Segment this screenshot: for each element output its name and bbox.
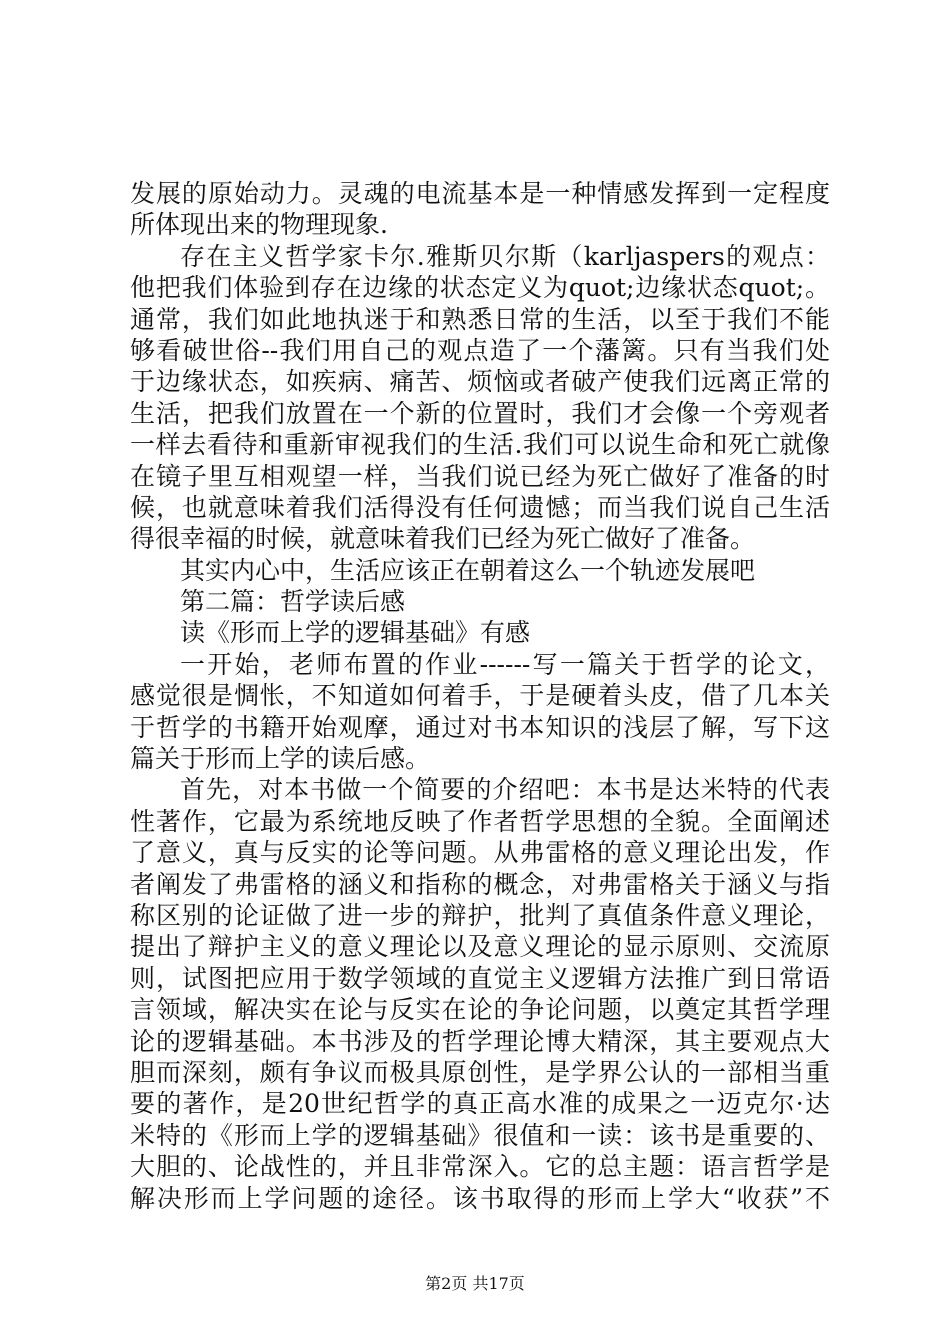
text-line: 称区别的论证做了进一步的辩护，批判了真值条件意义理论， — [130, 900, 830, 930]
text-line: 候，也就意味着我们活得没有任何遗憾；而当我们说自己生活 — [130, 492, 830, 522]
article-title: 读《形而上学的逻辑基础》有感 — [180, 618, 531, 648]
text-line: 论的逻辑基础。本书涉及的哲学理论博大精深，其主要观点大 — [130, 1026, 830, 1056]
text-line: 生活，把我们放置在一个新的位置时，我们才会像一个旁观者 — [130, 398, 830, 428]
text-line: 在镜子里互相观望一样，当我们说已经为死亡做好了准备的时 — [130, 461, 830, 491]
text-line: 米特的《形而上学的逻辑基础》很值和一读：该书是重要的、 — [130, 1120, 830, 1150]
text-line: 一样去看待和重新审视我们的生活.我们可以说生命和死亡就像 — [130, 430, 830, 460]
text-line: 则，试图把应用于数学领域的直觉主义逻辑方法推广到日常语 — [130, 963, 830, 993]
text-line: 感觉很是惆怅，不知道如何着手，于是硬着头皮，借了几本关 — [130, 681, 830, 711]
text-line: 性著作，它最为系统地反映了作者哲学思想的全貌。全面阐述 — [130, 806, 830, 836]
text-line: 通常，我们如此地执迷于和熟悉日常的生活，以至于我们不能 — [130, 304, 830, 334]
text-line: 于边缘状态，如疾病、痛苦、烦恼或者破产使我们远离正常的 — [130, 367, 830, 397]
text-line: 够看破世俗--我们用自己的观点造了一个藩篱。只有当我们处 — [130, 335, 830, 365]
text-line: 提出了辩护主义的意义理论以及意义理论的显示原则、交流原 — [130, 932, 830, 962]
text-line: 他把我们体验到存在边缘的状态定义为quot;边缘状态quot;。 — [130, 273, 830, 303]
text-line: 其实内心中，生活应该正在朝着这么一个轨迹发展吧 — [180, 555, 756, 585]
document-body — [130, 178, 830, 1214]
text-line: 所体现出来的物理现象. — [130, 210, 388, 240]
text-line: 发展的原始动力。灵魂的电流基本是一种情感发挥到一定程度 — [130, 179, 830, 208]
text-line: 胆而深刻，颇有争议而极具原创性，是学界公认的一部相当重 — [130, 1057, 830, 1087]
text-line: 大胆的、论战性的，并且非常深入。它的总主题：语言哲学是 — [130, 1152, 830, 1182]
section-heading: 第二篇：哲学读后感 — [180, 587, 406, 617]
text-line: 言领域，解决实在论与反实在论的争论问题，以奠定其哲学理 — [130, 995, 830, 1025]
text-line: 者阐发了弗雷格的涵义和指称的概念，对弗雷格关于涵义与指 — [130, 869, 830, 899]
text-line: 存在主义哲学家卡尔.雅斯贝尔斯（karljaspers的观点： — [180, 241, 830, 271]
text-line: 篇关于形而上学的读后感。 — [130, 744, 431, 774]
text-line: 解决形而上学问题的途径。该书取得的形而上学大“收获”不 — [130, 1183, 830, 1213]
text-line: 得很幸福的时候，就意味着我们已经为死亡做好了准备。 — [130, 524, 756, 554]
page-number-footer: 第2页 共17页 — [425, 1274, 525, 1293]
text-line: 要的著作，是20世纪哲学的真正高水准的成果之一迈克尔·达 — [130, 1089, 830, 1119]
text-line: 首先，对本书做一个简要的介绍吧：本书是达米特的代表 — [180, 775, 830, 805]
text-line: 一开始，老师布置的作业------写一篇关于哲学的论文， — [180, 649, 830, 679]
text-line: 了意义，真与反实的论等问题。从弗雷格的意义理论出发，作 — [130, 838, 830, 868]
text-line: 于哲学的书籍开始观摩，通过对书本知识的浅层了解，写下这 — [130, 712, 830, 742]
